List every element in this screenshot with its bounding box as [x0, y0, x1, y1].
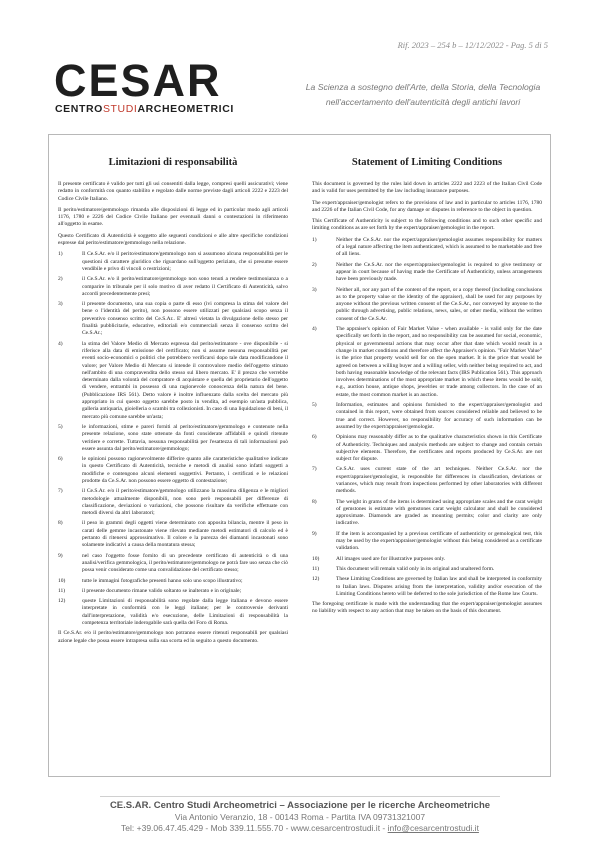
- condition-text: il Ce.S.Ar. e/o il perito/estimatore/gemmologo utilizzano la massima diligenza e le migliori metodologie attualmente disponibili, non sono però responsabili per differenze di classificazione, deviazioni o variazioni, che possono risultare da verifiche effettuate con metodi diversi da altri laboratori;: [82, 488, 288, 517]
- condition-item: [312, 434, 542, 463]
- condition-text: le informazioni, stime e pareri forniti al perito/estimatore/gemmologo e contenute nella presente relazione, sono state ottenute da fonti considerate affidabili e quindi ritenute veritiere e corrette. Tuttavia, nessuna responsabilità per l'esattezza di tali informazioni può essere assunta dal perito/estimatore/gemmologo;: [82, 423, 288, 452]
- condition-number: 8): [58, 520, 63, 527]
- condition-number: 3): [312, 286, 317, 293]
- condition-number: 9): [58, 552, 63, 559]
- italian-closing: Il Ce.S.Ar. e/o il perito/estimatore/gemmologo non potranno essere ritenuti responsabili per qualsiasi azione legale che possa essere intrapresa sulla sua scorta ed in seguito a questo documento.: [58, 630, 288, 644]
- condition-text: la stima del Valore Medio di Mercato espressa dal perito/estimatore - ove disponibile - si riferisce alla data di emissione del certificato; non si assume nessuna responsabilità per eventi socio-economici o politici che potrebbero verificarsi dopo tale data modificandone il valore; per Valore Medio di Mercato si intende il controvalore medio dell'oggetto stimato nell'ambito di una compravendita dello stesso sul libero mercato. E' il prezzo che verrebbe determinato dalla volontà del compratore di acquistare e quella del proprietario dell'oggetto di vendere, entrambi in possesso di una ragionevole conoscenza della natura del bene. (Pubblicazione IRS 561). Detto valore è inoltre influenzato dalla scelta del mercato più appropriato in cui questo oggetto sarebbe posto in vendita, ad esempio un'asta pubblica, galleria antiquaria, gioielleria o scambi tra collezionisti. In caso di una liquidazione di beni, il mercato più comune sarebbe un'asta;: [82, 340, 288, 420]
- footer-contacts: [0, 823, 600, 834]
- english-column: [312, 140, 542, 616]
- condition-number: 12): [312, 576, 320, 583]
- logo-sub-archeometrici: ARCHEOMETRICI: [137, 103, 234, 115]
- italian-intro-paragraph: Il perito/estimatore/gemmologo rimanda alle disposizioni di legge ed in particolar modo agli articoli 1176, 1780 e 2226 del Codice Civile Italiano per eventuali danni o contestazioni in riferimento all'oggetto in esame.: [58, 206, 288, 228]
- tagline-line-1: La Scienza a sostegno dell'Arte, della Storia, della Tecnologia: [305, 82, 541, 92]
- italian-intro: [58, 181, 288, 247]
- condition-number: 6): [58, 456, 63, 463]
- condition-item: [312, 287, 542, 323]
- logo-wordmark: CESAR: [54, 55, 222, 106]
- condition-item: [58, 276, 288, 298]
- logo-sub-studi: STUDI: [102, 103, 138, 115]
- condition-item: [312, 566, 542, 573]
- condition-item: [312, 531, 542, 553]
- logo-sub-centro: CENTRO: [55, 103, 103, 115]
- condition-text: le opinioni possono ragionevolmente differire quanto alle caratteristiche qualitative indicate in questo Certificato di Autenticità, tecniche e metodi di analisi sono infatti soggetti a modifiche e contengono alcuni elementi soggettivi. Pertanto, i certificati e le relazioni prodotte da Ce.S.Ar. non possono essere oggetto di contestazione;: [82, 456, 288, 484]
- condition-item: [58, 598, 288, 627]
- condition-number: 7): [58, 488, 63, 495]
- english-intro: [312, 181, 542, 233]
- italian-conditions-list: [58, 251, 288, 627]
- condition-item: [312, 466, 542, 495]
- italian-intro-paragraph: Il presente certificato è valido per tutti gli usi consentiti dalla legge, compresi quelli assicurativi; viene redatto in conformità con quanto stabilito e regolato dalle norme previste dagli articoli 2222 e 2223 del Codice Civile Italiano.: [58, 181, 288, 202]
- italian-title: Limitazioni di responsabilità: [108, 157, 238, 168]
- condition-text: The appraiser's opinion of Fair Market Value - when available - is valid only for the date specifically set forth in the report, and no responsibility can be assumed for social, economic, physical or governmental actions that may occur after that date which would result in a change in market conditions and therefore affect the Appraiser's opinion. "Fair Market Value" is the price that property would sell for on the open market. It is the price that would be agreed on between a willing buyer and a willing seller, with neither being required to act, and both having reasonable knowledge of the relevant facts (IRS Publication 561). This approach involves determinations of the most appropriate market in which these items would be sold, e.g., auction house, antique shops, jewelries or trade among collectors. In the case of an estate, the most common market is an auction.: [336, 326, 542, 398]
- condition-text: Opinions may reasonably differ as to the qualitative characteristics shown in this Certificate of Authenticity. Techniques and analysis methods are subject to change and contain certain subjective elements. Therefore, the certificates and reports produced by Ce.S.Ar. are not subject for dispute.: [336, 434, 542, 463]
- english-intro-paragraph: This Certificate of Authenticity is subject to the following conditions and to such other specific and limiting conditions as are set forth by the expert/appraiser/gemologist in the report.: [312, 218, 542, 232]
- condition-number: 11): [58, 587, 66, 594]
- cesar-logo: [54, 55, 294, 116]
- condition-number: 1): [58, 251, 63, 258]
- condition-number: 12): [58, 598, 66, 605]
- condition-text: This document will remain valid only in its original and unaltered form.: [336, 565, 495, 572]
- logo-subtitle: [55, 103, 234, 115]
- condition-item: [58, 341, 288, 421]
- condition-text: tutte le immagini fotografiche presenti hanno solo uno scopo illustrativo;: [82, 577, 243, 584]
- condition-number: 2): [312, 261, 317, 268]
- condition-text: These Limiting Conditions are governed by Italian law and shall be interpreted in conformity to Italian laws. Disputes arising from the interpretation, validity and/or execution of the Limiting Conditions hereto will be deferred to the sole jurisdiction of the Rome law Courts.: [336, 576, 542, 597]
- english-title: Statement of Limiting Conditions: [351, 157, 503, 168]
- footer-divider: [100, 796, 500, 797]
- condition-text: il peso in grammi degli oggetti viene determinato con apposita bilancia, mentre il peso in carati delle gemme incastonate viene rilevato mediante metodi estimatori di calcolo ed è pertanto di ritenersi approssimativo. Il colore e la purezza dei diamanti incastonati sono solamente indicativi a causa della montatura stessa;: [82, 520, 288, 549]
- condition-item: [58, 424, 288, 453]
- condition-text: il presente documento rimane valido soltanto se inalterato e in originale;: [82, 587, 242, 594]
- condition-text: il presente documento, una sua copia o parte di esso (ivi compresa la stima del valore del bene o l'identità del perito), non possono essere utilizzati per qualsiasi scopo senza il preventivo consenso scritto del Ce.S.Ar.. E' altresì vietata la divulgazione dello stesso per finalità pubblicitarie, educative, editoriali e/o commerciali senza il consenso scritto del Ce.S.Ar.;: [82, 301, 288, 337]
- condition-number: 4): [312, 326, 317, 333]
- condition-text: The weight in grams of the items is determined using appropriate scales and the carat weight of gemstones is estimate with gemstones carat weight calculator and shall be considered approximate. Diamonds are graded as mounting permits; color and clarity are only indicative.: [336, 498, 542, 527]
- condition-number: 5): [58, 423, 63, 430]
- footer: [0, 800, 600, 834]
- condition-item: [58, 588, 288, 595]
- condition-item: [58, 488, 288, 517]
- condition-number: 6): [312, 434, 317, 441]
- footer-organization: CE.S.AR. Centro Studi Archeometrici – Associazione per le ricerche Archeometriche: [109, 800, 491, 811]
- condition-text: queste Limitazioni di responsabilità sono regolate dalla legge italiana e devono essere interpretate in conformità con le leggi italiane; per le controversie derivanti dall'interpretazione, validità e/o esecuzione, delle Limitazioni di responsabilità la competenza territoriale inderogabile sarà quella del Foro di Roma.: [82, 598, 288, 627]
- page-reference: Rif. 2023 – 254 b – 12/12/2022 - Pag. 5 di 5: [397, 40, 548, 50]
- condition-item: [312, 556, 542, 563]
- italian-column: [58, 140, 288, 645]
- english-closing: The foregoing certificate is made with the understanding that the expert/appraiser/gemologist assumes no liability with respect to any action that may be taken on the basis of this document.: [312, 601, 542, 615]
- footer-email-link[interactable]: info@cesarcentrostudi.it: [387, 823, 479, 833]
- condition-text: il Ce.S.Ar. e/o il perito/estimatore/gemmologo non sono tenuti a rendere testimonianza o a comparire in tribunale per il solo motivo di aver redatto il Certificato di Autenticità, salvo accordi precedentemente presi;: [82, 276, 288, 297]
- english-intro-paragraph: This document is governed by the rules laid down in articles 2222 and 2223 of the Italian Civil Code and is valid for uses permitted by the law including insurance purposes.: [312, 181, 542, 195]
- condition-text: nel caso l'oggetto fosse fornito di un precedente certificato di autenticità o di una analisi/verifica gemmologica, il perito/estimatore/gemmologo ne potrà fare uso senza che ciò possa venir considerato come una convalidazione del certificato stesso;: [82, 552, 288, 574]
- english-intro-paragraph: The expert/appraiser/gemologist refers to the provisions of law and in particular to articles 1176, 1780 and 2226 of the Italian Civil Code, for any damage or disputes in reference to the object in question.: [312, 199, 542, 213]
- condition-item: [58, 520, 288, 549]
- condition-item: [312, 402, 542, 431]
- condition-number: 8): [312, 498, 317, 505]
- condition-number: 9): [312, 530, 317, 537]
- footer-phone-web: Tel: +39.06.47.45.429 - Mob 339.11.555.70 - www.cesarcentrostudi.it -: [121, 823, 388, 833]
- condition-number: 10): [312, 555, 320, 562]
- condition-item: [58, 578, 288, 585]
- condition-number: 5): [312, 402, 317, 409]
- footer-address: Via Antonio Veranzio, 18 - 00143 Roma - Partita IVA 09731321007: [174, 812, 426, 822]
- condition-number: 7): [312, 466, 317, 473]
- condition-item: [58, 456, 288, 485]
- condition-item: [312, 237, 542, 259]
- condition-text: Ce.S.Ar. uses current state of the art techniques. Neither Ce.S.Ar. nor the expert/appraiser/gemologist, is responsible for differences in classification, deviations or variances, which may result from inspections performed by other laboratories with different methods.: [336, 466, 542, 495]
- italian-intro-paragraph: Questo Certificato di Autenticità è soggetto alle seguenti condizioni e alle altre specifiche condizioni espresse dal perito/estimatore/gemmologo nella relazione.: [58, 232, 288, 247]
- condition-text: All images used are for illustrative purposes only.: [336, 555, 446, 562]
- english-conditions-list: [312, 237, 542, 598]
- condition-number: 11): [312, 565, 320, 572]
- condition-number: 2): [58, 276, 63, 283]
- condition-number: 3): [58, 301, 63, 308]
- condition-item: [312, 576, 542, 598]
- tagline-line-2: nell'accertamento dell'autenticità degli antichi lavori: [325, 97, 521, 107]
- condition-number: 4): [58, 340, 63, 347]
- tagline: [298, 80, 548, 110]
- condition-item: [58, 251, 288, 273]
- condition-number: 10): [58, 577, 66, 584]
- condition-text: Neither all, nor any part of the content of the report, or a copy thereof (including conclusions as to the property value or the identity of the appraiser), shall be used for any purposes by anyone without the previous written consent of the Ce.S.Ar., nor conveyed by anyone to the public through advertising, public relations, news, sales, or other media, without the written consent of the Ce.S.Ar.: [336, 286, 542, 322]
- condition-text: Neither the Ce.S.Ar. nor the expert/appraiser/gemologist assumes responsibility for matters of a legal nature affecting the item authenticated, which is assumed to be marketable and free of all liens.: [336, 236, 542, 258]
- condition-text: Il Ce.S.Ar. e/o il perito/estimatore/gemmologo non si assumono alcuna responsabilità per le questioni di carattere giuridico che riguardano sull'oggetto periziato, che si presume essere vendibile e privo di vincoli o restrizioni;: [82, 251, 288, 272]
- condition-number: 1): [312, 236, 317, 243]
- condition-item: [58, 553, 288, 575]
- condition-text: Information, estimates and opinions furnished to the expert/appraiser/gemologist and contained in this report, were obtained from sources considered reliable and believed to be true and correct. However, no responsibility for accuracy of such information can be assumed by the expert/appraiser/gemologist.: [336, 402, 542, 430]
- condition-item: [312, 326, 542, 399]
- condition-text: If the item is accompanied by a previous certificate of authenticity or gemological test, this may be used by the expert/appraiser/gemologist without this being considered as a certificate validation.: [336, 530, 542, 552]
- condition-item: [312, 499, 542, 528]
- condition-item: [58, 301, 288, 337]
- condition-item: [312, 262, 542, 284]
- condition-text: Neither the Ce.S.Ar. nor the expert/appraiser/gemologist is required to give testimony or appear in court because of having made the Certificate of Authenticity, unless arrangements have been previously made.: [336, 261, 542, 283]
